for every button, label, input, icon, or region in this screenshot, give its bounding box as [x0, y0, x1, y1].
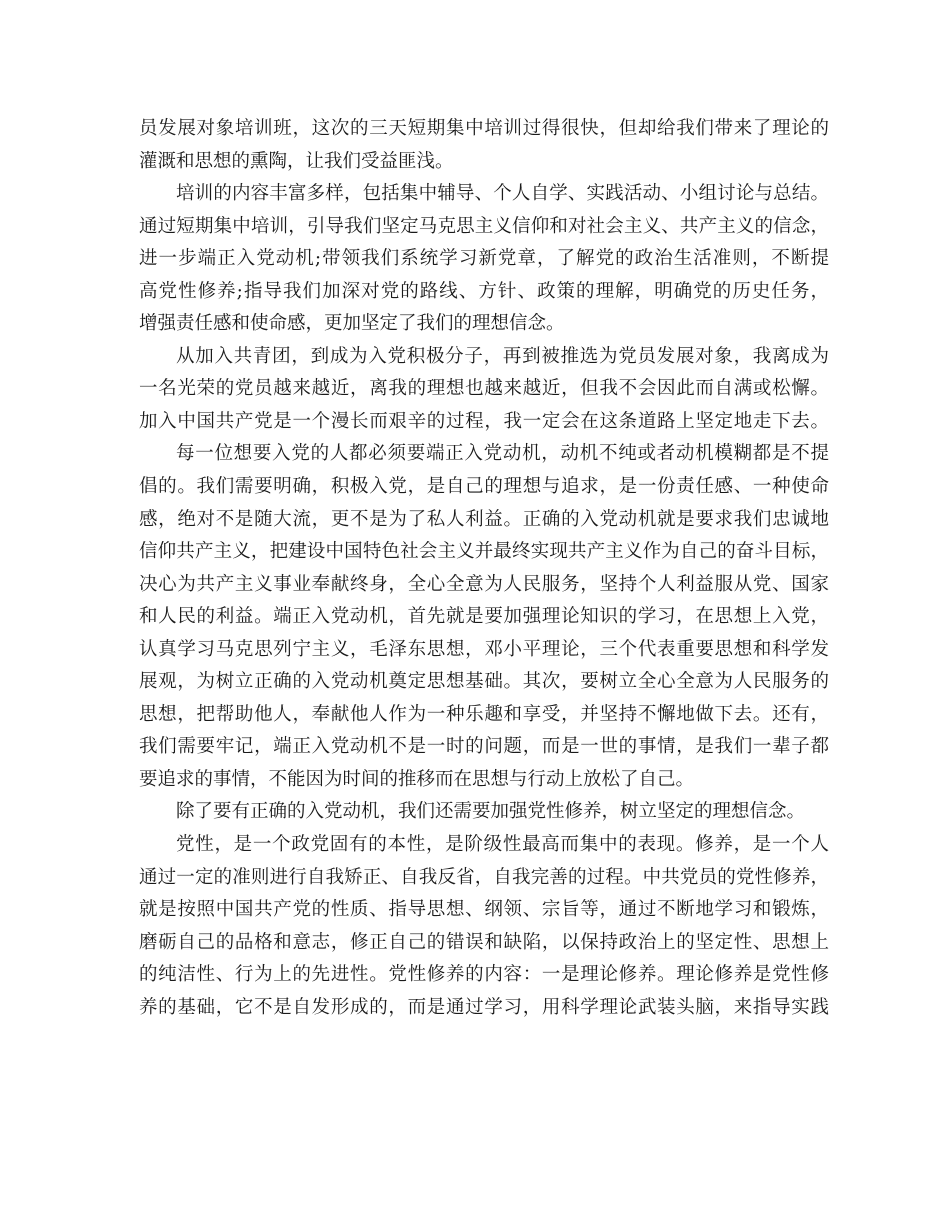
paragraph — [139, 829, 829, 1024]
text-line: 增强责任感和使命感，更加坚定了我们的理想信念。 — [139, 313, 565, 335]
text-line: 感，绝对不是随大流，更不是为了私人利益。正确的入党动机就是要求我们忠诚地 — [139, 508, 829, 530]
text-line: 的纯洁性、行为上的先进性。党性修养的内容：一是理论修养。理论修养是党性修 — [139, 964, 829, 986]
text-line: 倡的。我们需要明确，积极入党，是自己的理想与追求，是一份责任感、一种使命 — [139, 476, 829, 498]
text-line: 加入中国共产党是一个漫长而艰辛的过程，我一定会在这条道路上坚定地走下去。 — [139, 410, 829, 432]
paragraph — [139, 796, 829, 829]
text-line: 一名光荣的党员越来越近，离我的理想也越来越近，但我不会因此而自满或松懈。 — [139, 378, 829, 400]
text-line: 认真学习马克思列宁主义，毛泽东思想，邓小平理论，三个代表重要思想和科学发 — [139, 638, 829, 660]
text-line: 党性，是一个政党固有的本性，是阶级性最高而集中的表现。修养，是一个人 — [176, 834, 829, 856]
paragraph — [139, 438, 829, 796]
text-line: 就是按照中国共产党的性质、指导思想、纲领、宗旨等，通过不断地学习和锻炼， — [139, 899, 829, 921]
text-line: 员发展对象培训班，这次的三天短期集中培训过得很快，但却给我们带来了理论的 — [139, 118, 829, 139]
text-line: 通过一定的准则进行自我矫正、自我反省，自我完善的过程。中共党员的党性修养， — [139, 866, 829, 888]
text-line: 要追求的事情，不能因为时间的推移而在思想与行动上放松了自己。 — [139, 768, 695, 790]
text-line: 和人民的利益。端正入党动机，首先就是要加强理论知识的学习，在思想上入党， — [139, 606, 829, 628]
text-line: 每一位想要入党的人都必须要端正入党动机，动机不纯或者动机模糊都是不提 — [176, 443, 829, 465]
text-line: 养的基础，它不是自发形成的，而是通过学习，用科学理论武装头脑，来指导实践 — [139, 996, 829, 1018]
text-line: 思想，把帮助他人，奉献他人作为一种乐趣和享受，并坚持不懈地做下去。还有， — [139, 703, 829, 725]
text-line: 除了要有正确的入党动机，我们还需要加强党性修养，树立坚定的理想信念。 — [176, 801, 806, 823]
text-line: 从加入共青团，到成为入党积极分子，再到被推选为党员发展对象，我离成为 — [176, 345, 829, 367]
text-line: 我们需要牢记，端正入党动机不是一时的问题，而是一世的事情，是我们一辈子都 — [139, 736, 829, 758]
text-line: 信仰共产主义，把建设中国特色社会主义并最终实现共产主义作为自己的奋斗目标， — [139, 541, 829, 563]
text-line: 进一步端正入党动机;带领我们系统学习新党章，了解党的政治生活准则，不断提 — [139, 248, 829, 270]
paragraph — [139, 113, 829, 178]
paragraph — [139, 341, 829, 439]
text-line: 磨砺自己的品格和意志，修正自己的错误和缺陷，以保持政治上的坚定性、思想上 — [139, 931, 829, 953]
text-line: 决心为共产主义事业奉献终身，全心全意为人民服务，坚持个人利益服从党、国家 — [139, 573, 829, 595]
paragraph — [139, 178, 829, 341]
text-line: 通过短期集中培训，引导我们坚定马克思主义信仰和对社会主义、共产主义的信念， — [139, 215, 829, 237]
text-line: 培训的内容丰富多样，包括集中辅导、个人自学、实践活动、小组讨论与总结。 — [176, 183, 829, 205]
text-line: 展观，为树立正确的入党动机奠定思想基础。其次，要树立全心全意为人民服务的 — [139, 671, 829, 693]
text-line: 高党性修养;指导我们加深对党的路线、方针、政策的理解，明确党的历史任务， — [139, 280, 829, 302]
text-line: 灌溉和思想的熏陶，让我们受益匪浅。 — [139, 150, 454, 172]
document-body — [139, 113, 829, 1024]
